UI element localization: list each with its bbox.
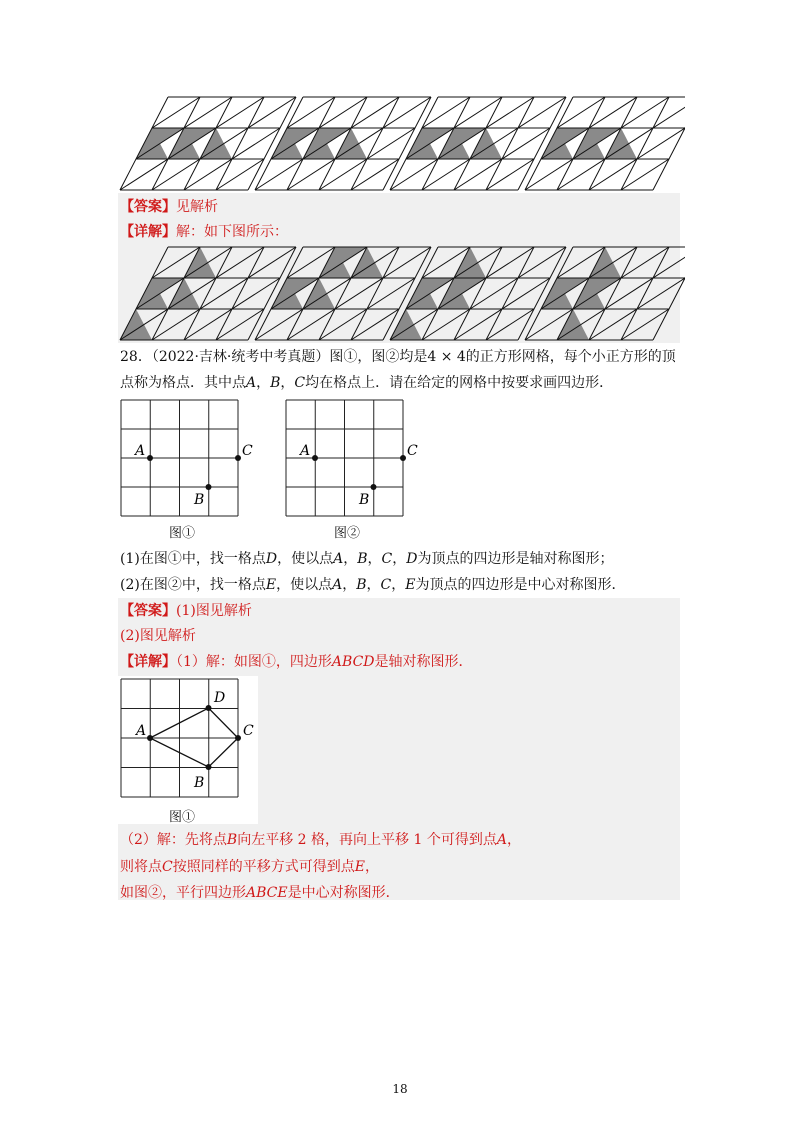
square-grid-figure-1 [115, 393, 255, 523]
q28-detail-line-2 [120, 830, 521, 850]
shaded-triangle [589, 247, 621, 278]
label-c: C [242, 443, 253, 459]
triangle-grid [390, 97, 566, 190]
triangle-grid-figures-answer [115, 244, 685, 344]
triangle-grid [120, 97, 296, 190]
answer-tag: 【答案】 [120, 199, 176, 215]
point-a-label: A [332, 577, 343, 593]
figure-1-caption: 图① [169, 526, 196, 541]
detail-4a: 如图②，平行四边形 [120, 885, 246, 901]
page-number: 18 [392, 1082, 408, 1096]
triangle-grid [525, 97, 685, 190]
label-c: C [407, 443, 418, 459]
shaded-triangle [454, 247, 486, 278]
q28-answer-2: (2)图见解析 [120, 628, 196, 644]
detail-1a: （1）解：如图①，四边形 [176, 654, 332, 670]
q28-line2-b: 均在格点上．请在给定的网格中按要求画四边形． [305, 375, 614, 391]
detail-1b: 是轴对称图形． [374, 654, 473, 670]
comma: ， [506, 832, 521, 848]
comma: ， [343, 551, 358, 567]
point-b-label: B [270, 375, 281, 391]
part1-b: ，使以点 [277, 551, 334, 567]
part2-a: (2)在图②中，找一格点 [120, 577, 266, 593]
point-c-label: C [162, 859, 173, 875]
detail-3b: 按照同样的平移方式可得到点 [172, 859, 355, 875]
part2-b: ，使以点 [276, 577, 333, 593]
comma: ， [364, 859, 379, 875]
triangle-grid [255, 97, 431, 190]
q28-line2-a: 点称为格点．其中点 [120, 375, 246, 391]
point-b-label: B [356, 577, 367, 593]
point-e-label: E [405, 577, 416, 593]
label-c: C [243, 723, 254, 739]
point-a [147, 735, 153, 741]
q28-detail-line-3 [120, 857, 379, 877]
point-b [206, 484, 212, 490]
triangle-grid [525, 247, 685, 340]
shaded-triangle [120, 309, 152, 340]
point-a-label: A [496, 832, 507, 848]
detail-2b: 向左平移 2 格，再向上平移 1 个可得到点 [237, 832, 497, 848]
shaded-triangle [184, 247, 216, 278]
q27-answer-line [120, 197, 218, 217]
q28-part-1 [120, 549, 613, 569]
comma: ， [280, 375, 295, 391]
detail-2a: （2）解：先将点 [120, 832, 227, 848]
q28-detail-line-1 [120, 652, 473, 672]
point-b-label: B [226, 832, 238, 848]
point-c-label: C [294, 375, 306, 391]
label-b: B [359, 492, 370, 508]
answer-tag: 【答案】 [120, 603, 176, 619]
answer-figure-caption: 图① [169, 810, 196, 825]
part2-c: 为顶点的四边形是中心对称图形． [415, 577, 626, 593]
part1-c: 为顶点的四边形是轴对称图形； [417, 551, 614, 567]
point-e-label: E [265, 577, 277, 593]
detail-3a: 则将点 [120, 859, 162, 875]
shaded-triangle [390, 309, 422, 340]
point-b-label: B [357, 551, 368, 567]
point-d-label: D [265, 551, 278, 567]
point-b [206, 764, 212, 770]
comma: ， [256, 375, 271, 391]
point-a-label: A [246, 375, 257, 391]
label-a: A [300, 443, 311, 459]
q28-stem-line-2 [120, 373, 613, 393]
square-grid-figure-2 [280, 393, 425, 523]
point-c [235, 735, 241, 741]
answer-text: 见解析 [176, 199, 218, 215]
q28-detail-line-4 [120, 883, 400, 903]
triangle-grid [390, 247, 566, 340]
triangle-grid [120, 247, 296, 340]
detail-text: 解：如下图所示： [176, 224, 288, 240]
comma: ， [366, 577, 381, 593]
figure-2-caption: 图② [334, 526, 361, 541]
comma: ， [367, 551, 382, 567]
point-a-label: A [333, 551, 344, 567]
q27-detail-line [120, 222, 288, 242]
point-c [235, 455, 241, 461]
point-c [400, 455, 406, 461]
detail-tag: 【详解】 [120, 224, 176, 240]
label-a: A [135, 443, 146, 459]
point-a [312, 455, 318, 461]
shaded-triangle [557, 309, 589, 340]
comma: ， [392, 551, 407, 567]
detail-tag: 【详解】 [120, 654, 176, 670]
q28-answer-line [120, 601, 252, 621]
triangle-grid-figures-question [115, 92, 685, 192]
point-c-label: C [381, 551, 393, 567]
label-d: D [214, 690, 226, 706]
q28-line1-rest: 的正方形网格，每个小正方形的顶 [465, 349, 676, 365]
comma: ， [391, 577, 406, 593]
grid-size: 4 × 4 [427, 349, 466, 365]
quad-abce: ABCE [246, 885, 288, 901]
q28-prefix: 28．（2022·吉林·统考中考真题）图①，图②均是 [120, 349, 428, 365]
point-e-label: E [354, 859, 365, 875]
label-a: A [136, 723, 147, 739]
point-d-label: D [406, 551, 418, 567]
q28-stem-line-1 [120, 347, 676, 367]
point-c-label: C [380, 577, 392, 593]
answer-1: (1)图见解析 [176, 603, 252, 619]
point-d [206, 705, 212, 711]
q28-part-2 [120, 575, 625, 595]
label-b: B [194, 775, 205, 791]
point-b [371, 484, 377, 490]
detail-4b: 是中心对称图形． [287, 885, 400, 901]
comma: ， [342, 577, 357, 593]
quad-abcd: ABCD [331, 654, 375, 670]
answer-figure-abcd [115, 676, 260, 824]
point-a [147, 455, 153, 461]
label-b: B [194, 492, 205, 508]
part1-a: (1)在图①中，找一格点 [120, 551, 266, 567]
